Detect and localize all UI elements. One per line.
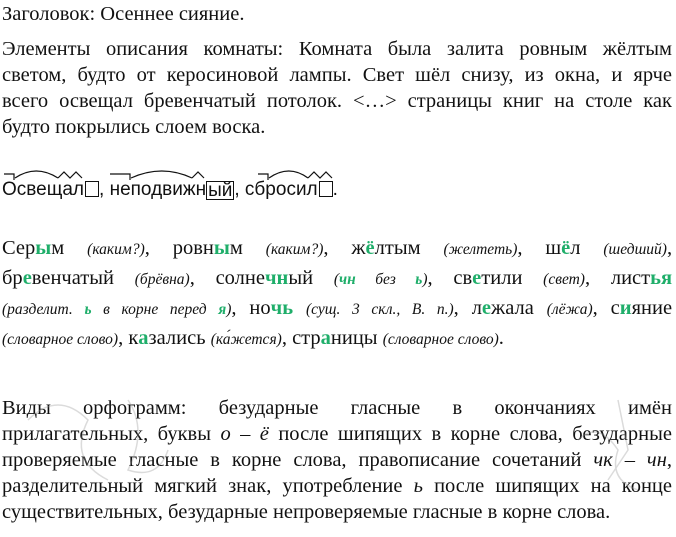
- description-line-4: будто покрылись слоем воска.: [2, 116, 266, 138]
- ending-box: [85, 181, 99, 197]
- analysis-line-4: (словарное слово), казались (ка́жется), страницы (словарное слово).: [2, 327, 504, 349]
- spelling-line-4: разделительный мягкий знак, употребление ь после шипящих на конце: [2, 475, 672, 497]
- description-line-1: Элементы описания комнаты: Комната была залита ровным жёлтым: [2, 38, 672, 60]
- spelling-line-5: существительных, безударные непроверяемые гласные в корне слова.: [2, 501, 611, 523]
- spelling-line-1: Виды орфограмм: безударные гласные в окончаниях имён: [2, 397, 672, 419]
- description-line-3: всего освещал бревенчатый потолок. <…> страницы книг на столе как: [2, 90, 672, 112]
- description-line-2: светом, будто от керосиновой лампы. Свет шёл снизу, из окна, и ярче: [2, 64, 672, 86]
- spelling-line-3: проверяемые гласные в корне слова, правописание сочетаний чк – чн,: [2, 449, 672, 471]
- morpheme-analysis: Освещал , неподвижн ый , сбросил .: [2, 178, 338, 202]
- morpheme-word-3: сбросил: [244, 179, 318, 200]
- morpheme-word-2: неподвижн: [109, 179, 207, 200]
- analysis-line-3: (разделит. ь в корне перед я), ночь (сущ. 3 скл., В. п.), лежала (лёжа), сияние: [2, 297, 673, 319]
- morpheme-marks: [2, 168, 362, 182]
- analysis-line-1: Серым (каким?), ровным (каким?), жёлтым (желтеть), шёл (шедший),: [2, 237, 673, 259]
- heading: Заголовок: Осеннее сияние.: [2, 3, 245, 25]
- ending-box: [319, 181, 333, 197]
- ending-box-filled: ый: [208, 180, 233, 201]
- spelling-line-2: прилагательных, буквы о – ё после шипящих в корне слова, безударные: [2, 423, 672, 445]
- morpheme-word-1: Освещал: [2, 179, 85, 200]
- analysis-line-2: бревенчатый (брёвна), солнечный (чн без ь), светили (свет), листья: [2, 267, 673, 289]
